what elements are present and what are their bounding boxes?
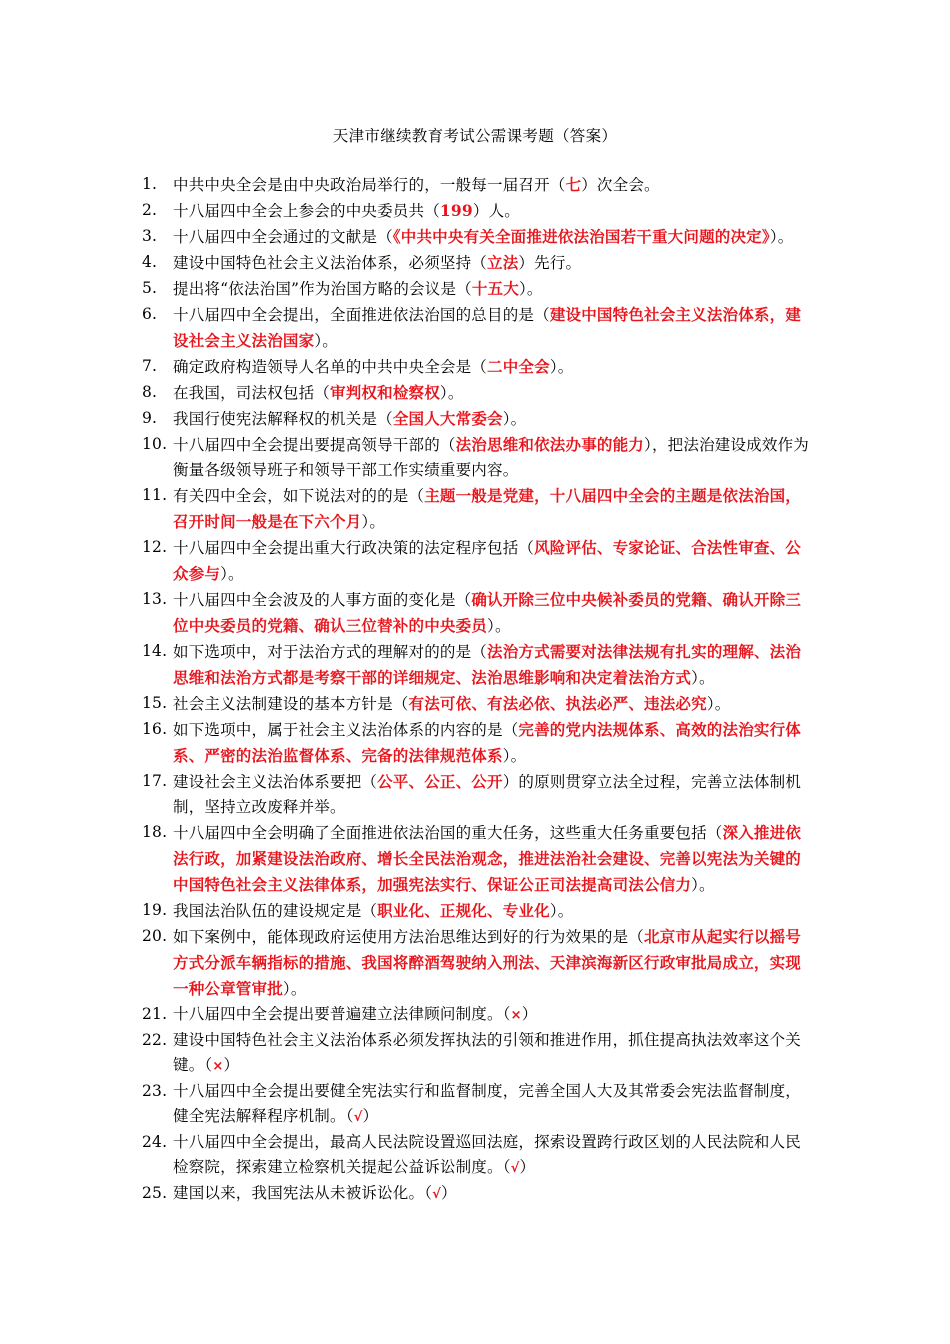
question-text-end: ）。: [314, 332, 338, 350]
question-number: 12.: [142, 538, 168, 556]
question-text-end: ），把法治建设成效作为衡量各级领导班子和领导干部工作实绩重要内容。: [173, 436, 809, 479]
question-text: 十八届四中全会提出要提高领导干部的（: [173, 436, 456, 454]
question-item: [142, 1028, 814, 1079]
question-number: 5.: [142, 279, 158, 297]
question-item: [142, 406, 814, 432]
question-list: [142, 172, 814, 1207]
answer-text: 建设中国特色社会主义法治体系，建设社会主义法治国家: [173, 305, 802, 350]
question-number: 17.: [142, 772, 168, 790]
question-text-end: ）。: [487, 617, 511, 635]
question-item: [142, 172, 814, 198]
question-number: 23.: [142, 1082, 168, 1100]
question-number: 14.: [142, 642, 168, 660]
question-item: [142, 432, 814, 483]
question-item: [142, 1002, 814, 1028]
question-text-end: ）。: [220, 565, 244, 583]
question-text: 十八届四中全会提出，全面推进依法治国的总目的是（: [173, 306, 550, 324]
question-text: 十八届四中全会波及的人事方面的变化是（: [173, 591, 472, 609]
question-number: 20.: [142, 927, 168, 945]
question-number: 9.: [142, 409, 158, 427]
question-text-end: ）: [223, 1056, 240, 1074]
question-text-end: ）。: [518, 280, 543, 298]
question-text: 十八届四中全会提出，最高人民法院设置巡回法庭，探索设置跨行政区划的人民法院和人民检察院，探索建立检察机关提起公益诉讼制度。（: [173, 1133, 802, 1176]
question-text-end: ）的原则贯穿立法全过程，完善立法体制机制，坚持立改废释并举。: [173, 773, 802, 816]
question-text: 我国法治队伍的建设规定是（: [173, 902, 378, 920]
question-text-end: ）。: [691, 669, 715, 687]
question-text: 如下选项中，对于法治方式的理解对的的是（: [173, 643, 488, 661]
answer-text: 199: [439, 201, 473, 220]
question-text-end: ）。: [439, 384, 464, 402]
question-number: 6.: [142, 305, 158, 323]
judgement-mark: √: [353, 1110, 363, 1125]
answer-text: 法治思维和依法办事的能力: [455, 435, 645, 454]
answer-text: 职业化、正规化、专业化: [377, 901, 550, 920]
question-text: 十八届四中全会提出重大行政决策的法定程序包括（: [173, 539, 535, 557]
question-item: [142, 198, 814, 224]
question-item: [142, 250, 814, 276]
question-text: 十八届四中全会上参会的中央委员共（: [173, 202, 440, 220]
question-item: [142, 717, 814, 769]
question-text: 提出将“依法治国”作为治国方略的会议是（: [173, 280, 472, 298]
question-number: 3.: [142, 227, 158, 245]
question-number: 15.: [142, 694, 168, 712]
answer-text: 七: [565, 175, 582, 194]
question-number: 19.: [142, 901, 168, 919]
question-text: 有关四中全会，如下说法对的的是（: [173, 487, 425, 505]
question-text-end: ）。: [549, 358, 574, 376]
question-text-end: ）。: [769, 228, 794, 246]
question-text-end: ）。: [282, 980, 307, 998]
question-item: [142, 639, 814, 691]
question-text: 中共中央全会是由中央政治局举行的，一般每一届召开（: [173, 176, 566, 194]
question-text-end: ）。: [502, 747, 527, 765]
question-item: [142, 898, 814, 924]
question-text-end: ）: [519, 1158, 536, 1176]
answer-text: 有法可依、有法必依、执法必严、违法必究: [408, 694, 707, 713]
answer-text: 二中全会: [487, 357, 550, 376]
question-text: 十八届四中全会通过的文献是（: [173, 228, 393, 246]
answer-text: 《中共中央有关全面推进依法治国若干重大问题的决定》: [392, 227, 770, 246]
question-text-end: ）: [521, 1005, 538, 1023]
question-number: 18.: [142, 823, 168, 841]
question-text-end: ）。: [691, 876, 715, 894]
answer-text: 主题一般是党建，十八届四中全会的主题是依法治国，召开时间一般是在下六个月: [173, 486, 802, 531]
question-item: [142, 587, 814, 639]
answer-text: 法治方式需要对法律法规有扎实的理解、法治思维和法治方式都是考察干部的详细规定、法治思维影响和决定着法治方式: [173, 642, 802, 687]
question-text: 建国以来，我国宪法从未被诉讼化。（: [173, 1184, 433, 1202]
question-item: [142, 224, 814, 250]
answer-text: 确认开除三位中央候补委员的党籍、确认开除三位中央委员的党籍、确认三位替补的中央委员: [173, 590, 802, 635]
question-text: 十八届四中全会提出要健全宪法实行和监督制度，完善全国人大及其常委会宪法监督制度，健全宪法解释程序机制。（: [173, 1082, 802, 1125]
question-number: 7.: [142, 357, 158, 375]
question-text: 社会主义法制建设的基本方针是（: [173, 695, 409, 713]
answer-text: 公平、公正、公开: [377, 772, 503, 791]
question-number: 24.: [142, 1133, 168, 1151]
question-text: 如下选项中，属于社会主义法治体系的内容的是（: [173, 721, 519, 739]
question-text-end: ）人。: [472, 202, 520, 220]
question-text-end: ）: [362, 1107, 379, 1125]
question-number: 4.: [142, 253, 158, 271]
question-text-end: ）。: [502, 410, 527, 428]
answer-text: 风险评估、专家论证、合法性审查、公众参与: [173, 538, 802, 583]
answer-text: 完善的党内法规体系、高效的法治实行体系、严密的法治监督体系、完备的法律规范体系: [173, 720, 802, 765]
question-item: [142, 276, 814, 302]
question-item: [142, 769, 814, 820]
question-text-end: ）先行。: [518, 254, 582, 272]
question-text: 如下案例中，能体现政府运使用方法治思维达到好的行为效果的是（: [173, 928, 645, 946]
question-text: 确定政府构造领导人名单的中共中央全会是（: [173, 358, 488, 376]
question-text: 建设中国特色社会主义法治体系，必须坚持（: [173, 254, 488, 272]
answer-text: 立法: [487, 253, 519, 272]
question-item: [142, 1130, 814, 1181]
question-text-end: ）。: [361, 513, 386, 531]
question-number: 25.: [142, 1184, 168, 1202]
judgement-mark: √: [510, 1161, 520, 1176]
question-text: 在我国，司法权包括（: [173, 384, 331, 402]
document-title: 天津市继续教育考试公需课考题（答案）: [332, 127, 618, 145]
question-number: 11.: [142, 486, 168, 504]
question-text-end: ）次全会。: [581, 176, 660, 194]
question-item: [142, 691, 814, 717]
question-item: [142, 380, 814, 406]
question-text: 我国行使宪法解释权的机关是（: [173, 410, 393, 428]
question-number: 8.: [142, 383, 158, 401]
question-number: 16.: [142, 720, 168, 738]
question-text: 十八届四中全会提出要普遍建立法律顾问制度。（: [173, 1005, 511, 1023]
question-text: 建设中国特色社会主义法治体系必须发挥执法的引领和推进作用，抓住提高执法效率这个关键。（: [173, 1031, 802, 1074]
answer-text: 深入推进依法行政，加紧建设法治政府、增长全民法治观念，推进法治社会建设、完善以宪法为关键的中国特色社会主义法律体系，加强宪法实行、保证公正司法提高司法公信力: [173, 823, 802, 894]
question-number: 21.: [142, 1005, 168, 1023]
judgement-mark: ×: [212, 1059, 224, 1074]
answer-text: 十五大: [471, 279, 519, 298]
question-number: 22.: [142, 1031, 168, 1049]
question-number: 1.: [142, 175, 158, 193]
judgement-mark: ×: [510, 1008, 522, 1023]
question-item: [142, 535, 814, 587]
question-item: [142, 1079, 814, 1130]
question-item: [142, 924, 814, 1002]
question-item: [142, 483, 814, 535]
question-number: 2.: [142, 201, 158, 219]
question-text-end: ）。: [706, 695, 731, 713]
question-item: [142, 820, 814, 898]
question-text-end: ）。: [549, 902, 574, 920]
answer-text: 北京市从起实行以摇号方式分派车辆指标的措施、我国将醉酒驾驶纳入刑法、天津滨海新区行政审批局成立，实现一种公章管审批: [173, 927, 802, 998]
answer-text: 全国人大常委会: [392, 409, 503, 428]
question-item: [142, 354, 814, 380]
question-text-end: ）: [441, 1184, 457, 1202]
question-item: [142, 1181, 814, 1207]
question-text: 建设社会主义法治体系要把（: [173, 773, 378, 791]
answer-text: 审判权和检察权: [330, 383, 440, 402]
question-text: 十八届四中全会明确了全面推进依法治国的重大任务，这些重大任务重要包括（: [173, 824, 723, 842]
question-number: 13.: [142, 590, 168, 608]
judgement-mark: √: [432, 1187, 442, 1202]
question-number: 10.: [142, 435, 168, 453]
question-item: [142, 302, 814, 354]
